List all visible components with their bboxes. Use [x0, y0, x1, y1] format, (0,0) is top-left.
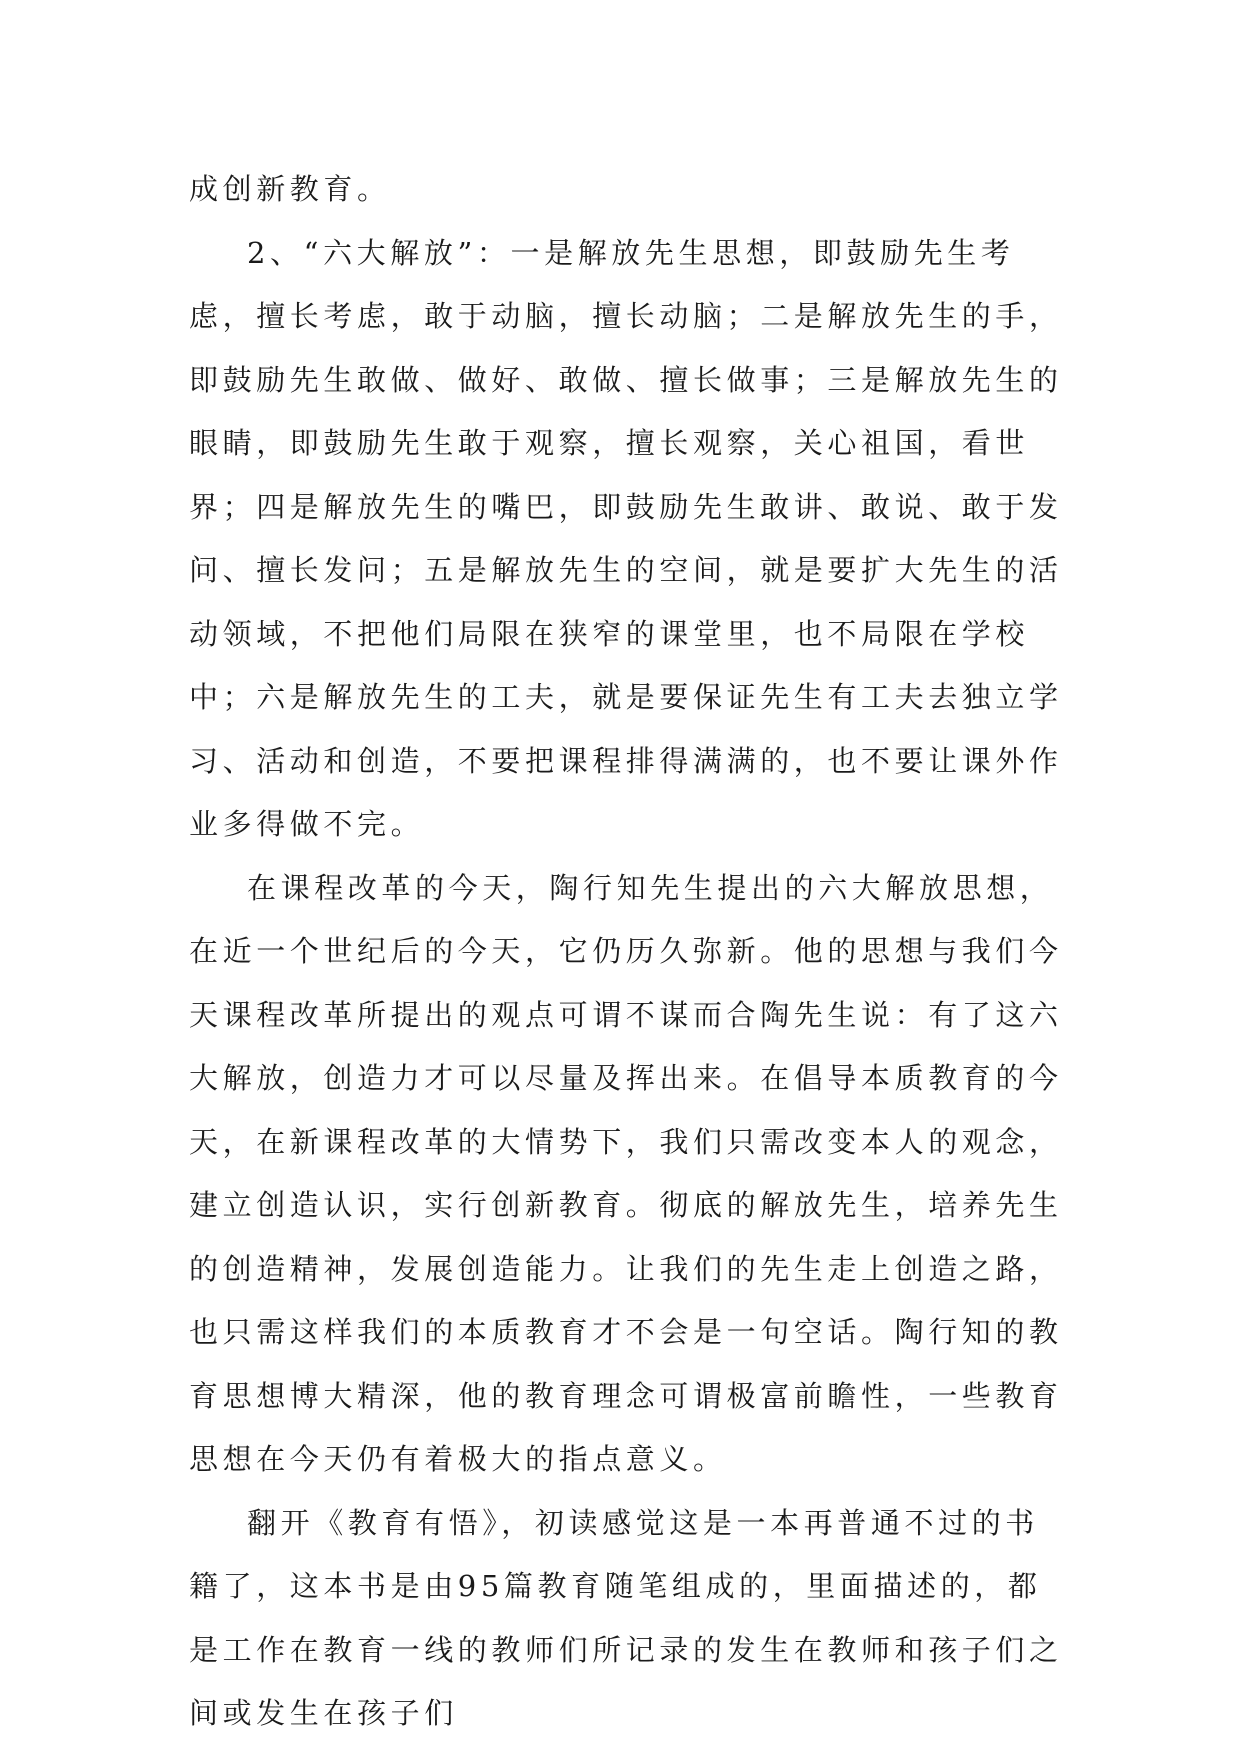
paragraph-six-liberations: 2、“六大解放”：一是解放先生思想，即鼓励先生考虑，擅长考虑，敢于动脑，擅长动脑；二是解放先生的手，即鼓励先生敢做、做好、敢做、擅长做事；三是解放先生的眼睛，即鼓励先生敢于观察，擅长观察，关心祖国，看世界；四是解放先生的嘴巴，即鼓励先生敢讲、敢说、敢于发问、擅长发问；五是解放先生的空间，就是要扩大先生的活动领域，不把他们局限在狭窄的课堂里，也不局限在学校中；六是解放先生的工夫，就是要保证先生有工夫去独立学习、活动和创造，不要把课程排得满满的，也不要让课外作业多得做不完。 [189, 235, 1063, 841]
paragraph-book-intro: 翻开《教育有悟》，初读感觉这是一本再普通不过的书籍了，这本书是由95篇教育随笔组成的，里面描述的，都是工作在教育一线的教师们所记录的发生在教师和孩子们之间或发生在孩子们 [189, 1505, 1063, 1730]
paragraph-curriculum-reform: 在课程改革的今天，陶行知先生提出的六大解放思想，在近一个世纪后的今天，它仍历久弥新。他的思想与我们今天课程改革所提出的观点可谓不谋而合陶先生说：有了这六大解放，创造力才可以尽量及挥出来。在倡导本质教育的今天，在新课程改革的大情势下，我们只需改变本人的观念，建立创造认识，实行创新教育。彻底的解放先生，培养先生的创造精神，发展创造能力。让我们的先生走上创造之路，也只需这样我们的本质教育才不会是一句空话。陶行知的教育思想博大精深，他的教育理念可谓极富前瞻性，一些教育思想在今天仍有着极大的指点意义。 [189, 870, 1063, 1476]
body-text [189, 158, 1069, 1746]
paragraph-continuation: 成创新教育。 [189, 172, 391, 206]
